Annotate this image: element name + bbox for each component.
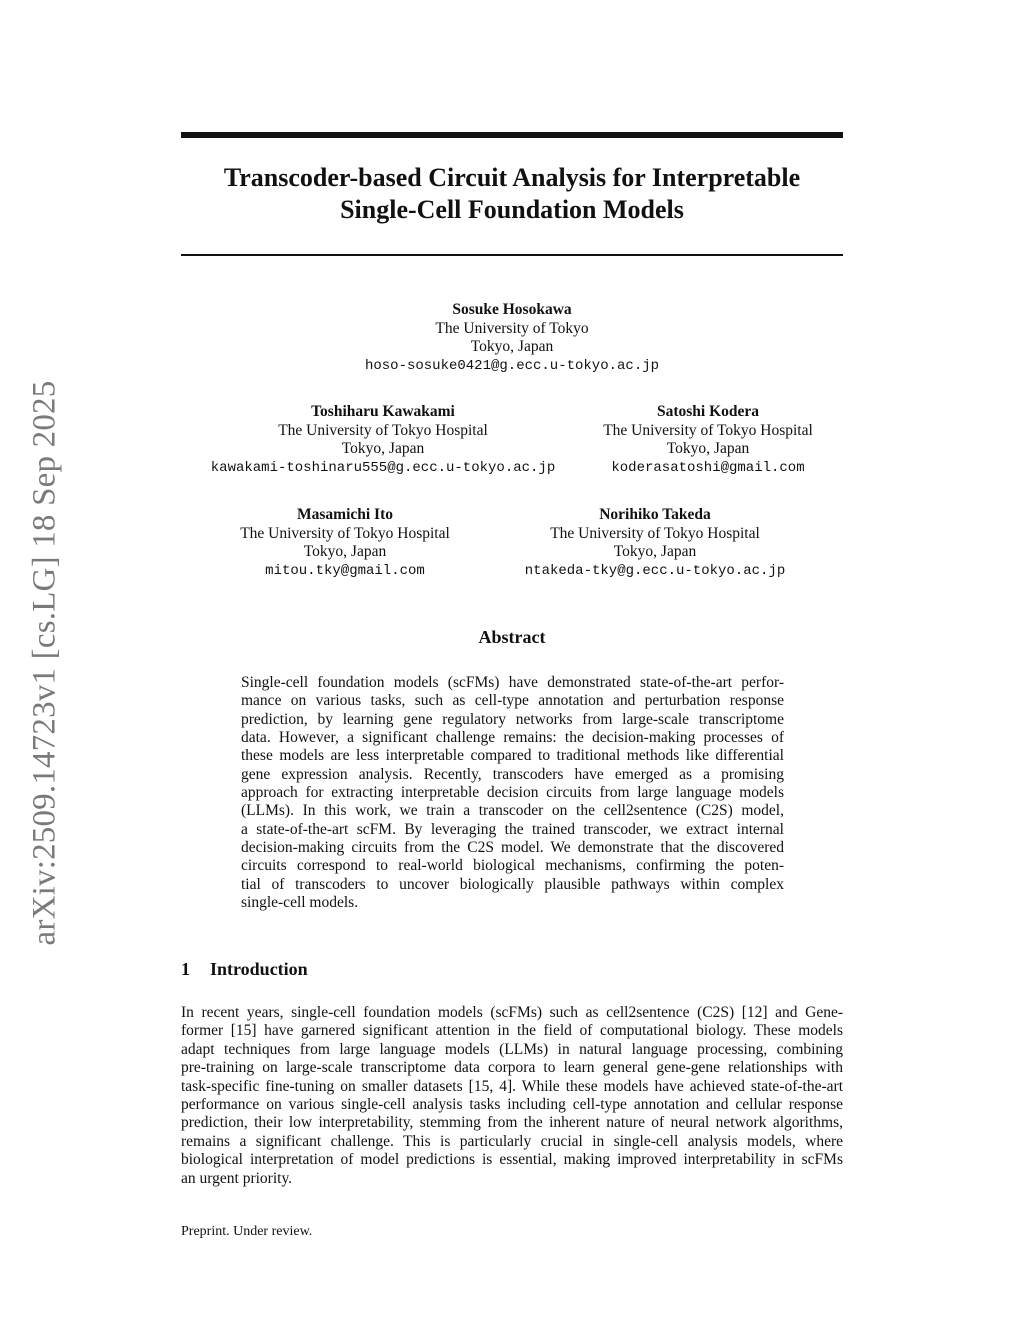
author-name: Satoshi Kodera [656, 403, 760, 420]
body-line: biological interpretation of model predictions is essential, making improved interpretability in scFMs [181, 1151, 843, 1169]
author-block [525, 506, 785, 580]
author-block [211, 403, 555, 477]
abstract-line: a state-of-the-art scFM. By leveraging the trained transcoder, we extract internal [241, 820, 784, 838]
title-top-rule [181, 132, 843, 138]
author-location: Tokyo, Japan [341, 440, 425, 457]
author-location: Tokyo, Japan [470, 338, 554, 355]
author-name: Masamichi Ito [296, 506, 394, 523]
author-email[interactable]: kawakami-toshinaru555@g.ecc.u-tokyo.ac.jp [210, 459, 556, 476]
body-line: task-specific fine-tuning on smaller datasets [15, 4]. While these models have achieved state-of-the-art [181, 1077, 843, 1095]
author-affiliation: The University of Tokyo Hospital [550, 524, 760, 542]
body-line: adapt techniques from large language models (LLMs) in natural language processing, combining [181, 1040, 843, 1058]
body-line: prediction, their low interpretability, stemming from the inherent nature of neural network algorithms, [181, 1114, 843, 1132]
abstract-line: mance on various tasks, such as cell-type annotation and perturbation response [241, 692, 784, 710]
arxiv-identifier[interactable]: arXiv:2509.14723v1 [cs.LG] 18 Sep 2025 [26, 380, 63, 946]
title-line-2: Single-Cell Foundation Models [340, 195, 684, 224]
author-name: Sosuke Hosokawa [452, 301, 572, 318]
preprint-footer: Preprint. Under review. [181, 1224, 313, 1239]
abstract-body [241, 674, 784, 912]
author-email[interactable]: koderasatoshi@gmail.com [611, 459, 805, 476]
author-block [603, 403, 813, 477]
author-email[interactable]: ntakeda-tky@g.ecc.u-tokyo.ac.jp [524, 562, 786, 579]
section-number: 1 [181, 959, 190, 979]
abstract-line: tial of transcoders to uncover biologically plausible pathways within complex [241, 875, 784, 893]
author-affiliation: The University of Tokyo Hospital [240, 524, 450, 542]
paper-title [181, 162, 843, 226]
section-heading-introduction [181, 958, 308, 980]
author-email[interactable]: mitou.tky@gmail.com [265, 562, 425, 579]
author-affiliation: The University of Tokyo Hospital [278, 421, 488, 439]
author-location: Tokyo, Japan [303, 543, 387, 560]
author-location: Tokyo, Japan [613, 543, 697, 560]
title-line-1: Transcoder-based Circuit Analysis for Interpretable [223, 163, 801, 192]
author-name: Toshiharu Kawakami [311, 403, 455, 420]
author-affiliation: The University of Tokyo [435, 319, 589, 337]
abstract-line: decision-making circuits from the C2S model. We demonstrate that the discovered [241, 839, 784, 857]
author-block [365, 301, 659, 375]
body-line: pre-training on large-scale transcriptome data corpora to learn general gene-gene relationships with [181, 1059, 843, 1077]
abstract-line: circuits correspond to real-world biological mechanisms, confirming the poten- [241, 857, 784, 875]
author-name: Norihiko Takeda [599, 506, 711, 523]
abstract-line: single-cell models. [241, 894, 359, 912]
introduction-body [181, 1004, 843, 1188]
abstract-line: (LLMs). In this work, we train a transcoder on the cell2sentence (C2S) model, [241, 802, 784, 820]
author-affiliation: The University of Tokyo Hospital [603, 421, 813, 439]
abstract-line: approach for extracting interpretable decision circuits from large language models [241, 784, 784, 802]
author-block [240, 506, 450, 580]
abstract-line: prediction, by learning gene regulatory networks from large-scale transcriptome [241, 710, 784, 728]
abstract-line: data. However, a significant challenge remains: the decision-making processes of [241, 729, 784, 747]
abstract-line: these models are less interpretable compared to traditional methods like differential [241, 747, 784, 765]
section-title: Introduction [210, 959, 308, 979]
abstract-line: Single-cell foundation models (scFMs) have demonstrated state-of-the-art perfor- [241, 674, 784, 691]
abstract-heading: Abstract [478, 627, 546, 647]
author-email[interactable]: hoso-sosuke0421@g.ecc.u-tokyo.ac.jp [364, 357, 660, 374]
body-line: an urgent priority. [181, 1169, 293, 1187]
abstract-line: gene expression analysis. Recently, transcoders have emerged as a promising [241, 765, 784, 783]
title-bottom-rule [181, 254, 843, 256]
author-location: Tokyo, Japan [666, 440, 750, 457]
body-line: remains a significant challenge. This is particularly crucial in single-cell analysis models, where [181, 1132, 843, 1150]
body-line: In recent years, single-cell foundation models (scFMs) such as cell2sentence (C2S) [12] and Gene- [181, 1004, 843, 1021]
body-line: performance on various single-cell analysis tasks including cell-type annotation and cellular response [181, 1096, 843, 1114]
body-line: former [15] have garnered significant attention in the field of computational biology. These models [181, 1022, 843, 1040]
